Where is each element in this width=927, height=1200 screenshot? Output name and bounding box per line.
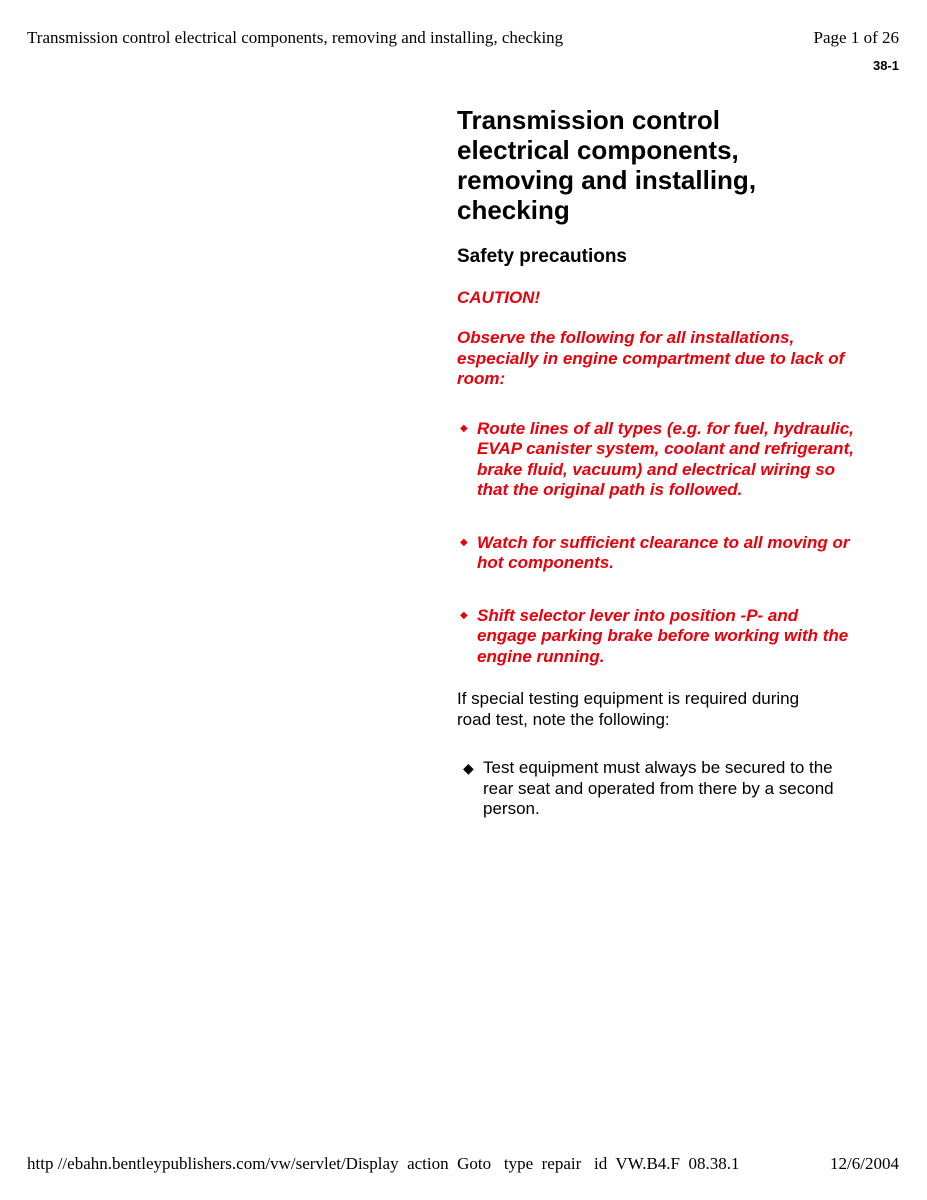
- caution-item: [457, 533, 859, 574]
- page-indicator: Page 1 of 26: [813, 28, 899, 47]
- caution-item-text: Shift selector lever into position -P- and engage parking brake before working with the engine running.: [477, 605, 849, 666]
- caution-item: [457, 606, 859, 668]
- footer-url: http //ebahn.bentleypublishers.com/vw/servlet/Display action Goto type repair id VW.B4.F 08.38.1: [27, 1154, 740, 1173]
- document-content: [457, 105, 877, 820]
- caution-item: [457, 419, 859, 501]
- testing-note: If special testing equipment is required during road test, note the following:: [457, 689, 800, 729]
- diamond-bullet-icon: ◆: [460, 609, 468, 621]
- note-list: [457, 758, 877, 820]
- header-title: Transmission control electrical components, removing and installing, checking: [27, 28, 564, 47]
- diamond-bullet-icon: ◆: [463, 760, 474, 776]
- section-heading: Safety precautions: [457, 246, 627, 267]
- diamond-bullet-icon: ◆: [460, 422, 468, 434]
- diamond-bullet-icon: ◆: [460, 536, 468, 548]
- footer-date: 12/6/2004: [830, 1154, 899, 1173]
- caution-item-text: Watch for sufficient clearance to all moving or hot components.: [477, 532, 850, 572]
- note-item-text: Test equipment must always be secured to the rear seat and operated from there by a second person.: [483, 758, 834, 818]
- caution-label: CAUTION!: [457, 288, 541, 307]
- note-item: [457, 758, 863, 820]
- caution-intro: Observe the following for all installations, especially in engine compartment due to lack of room:: [457, 328, 845, 388]
- section-code: 38-1: [872, 58, 899, 73]
- document-title: Transmission control electrical components, removing and installing, checking: [457, 105, 757, 225]
- caution-item-text: Route lines of all types (e.g. for fuel, hydraulic, EVAP canister system, coolant and refrigerant, brake fluid, vacuum) and electrical wiring so that the original path is followed.: [477, 418, 854, 499]
- caution-list: [457, 419, 877, 668]
